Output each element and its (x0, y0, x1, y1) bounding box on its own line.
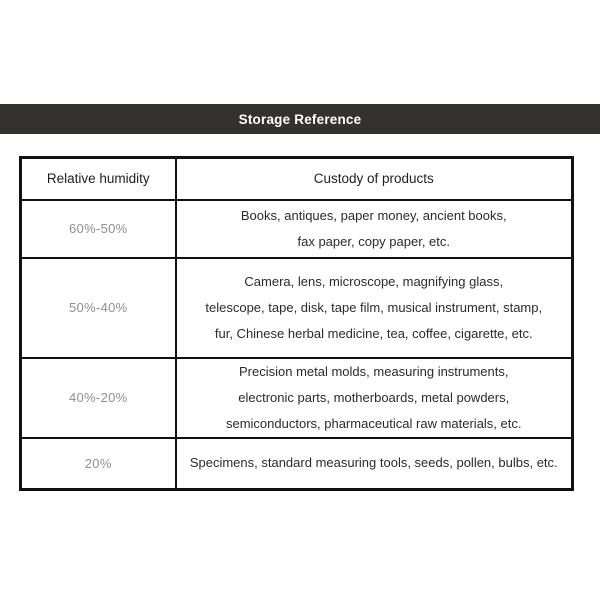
table-row (21, 358, 573, 438)
table-row (21, 438, 573, 490)
custody-products-cell (176, 200, 573, 258)
table-header-row (21, 158, 573, 200)
product-line: fur, Chinese herbal medicine, tea, coffee, cigarette, etc. (214, 325, 533, 341)
header-custody-of-products: Custody of products (176, 158, 573, 200)
humidity-range-cell: 20% (21, 438, 176, 490)
humidity-range-cell: 50%-40% (21, 258, 176, 358)
table-row (21, 258, 573, 358)
product-line: fax paper, copy paper, etc. (297, 233, 450, 249)
header-relative-humidity: Relative humidity (21, 158, 176, 200)
title-bar (0, 104, 600, 134)
product-line: Camera, lens, microscope, magnifying glass, (244, 273, 504, 289)
title-bar-label: Storage Reference (238, 111, 362, 127)
product-line: semiconductors, pharmaceutical raw materials, etc. (225, 415, 522, 431)
product-line: Precision metal molds, measuring instruments, (239, 363, 509, 379)
storage-reference-table (19, 156, 574, 491)
custody-products-cell (176, 358, 573, 438)
product-line: Specimens, standard measuring tools, seeds, pollen, bulbs, etc. (189, 455, 558, 471)
table-row (21, 200, 573, 258)
humidity-range-cell: 60%-50% (21, 200, 176, 258)
product-line: telescope, tape, disk, tape film, musical instrument, stamp, (205, 299, 543, 315)
custody-products-cell (176, 258, 573, 358)
product-line: electronic parts, motherboards, metal powders, (238, 389, 510, 405)
humidity-range-cell: 40%-20% (21, 358, 176, 438)
product-line: Books, antiques, paper money, ancient books, (240, 207, 507, 223)
custody-products-cell (176, 438, 573, 490)
